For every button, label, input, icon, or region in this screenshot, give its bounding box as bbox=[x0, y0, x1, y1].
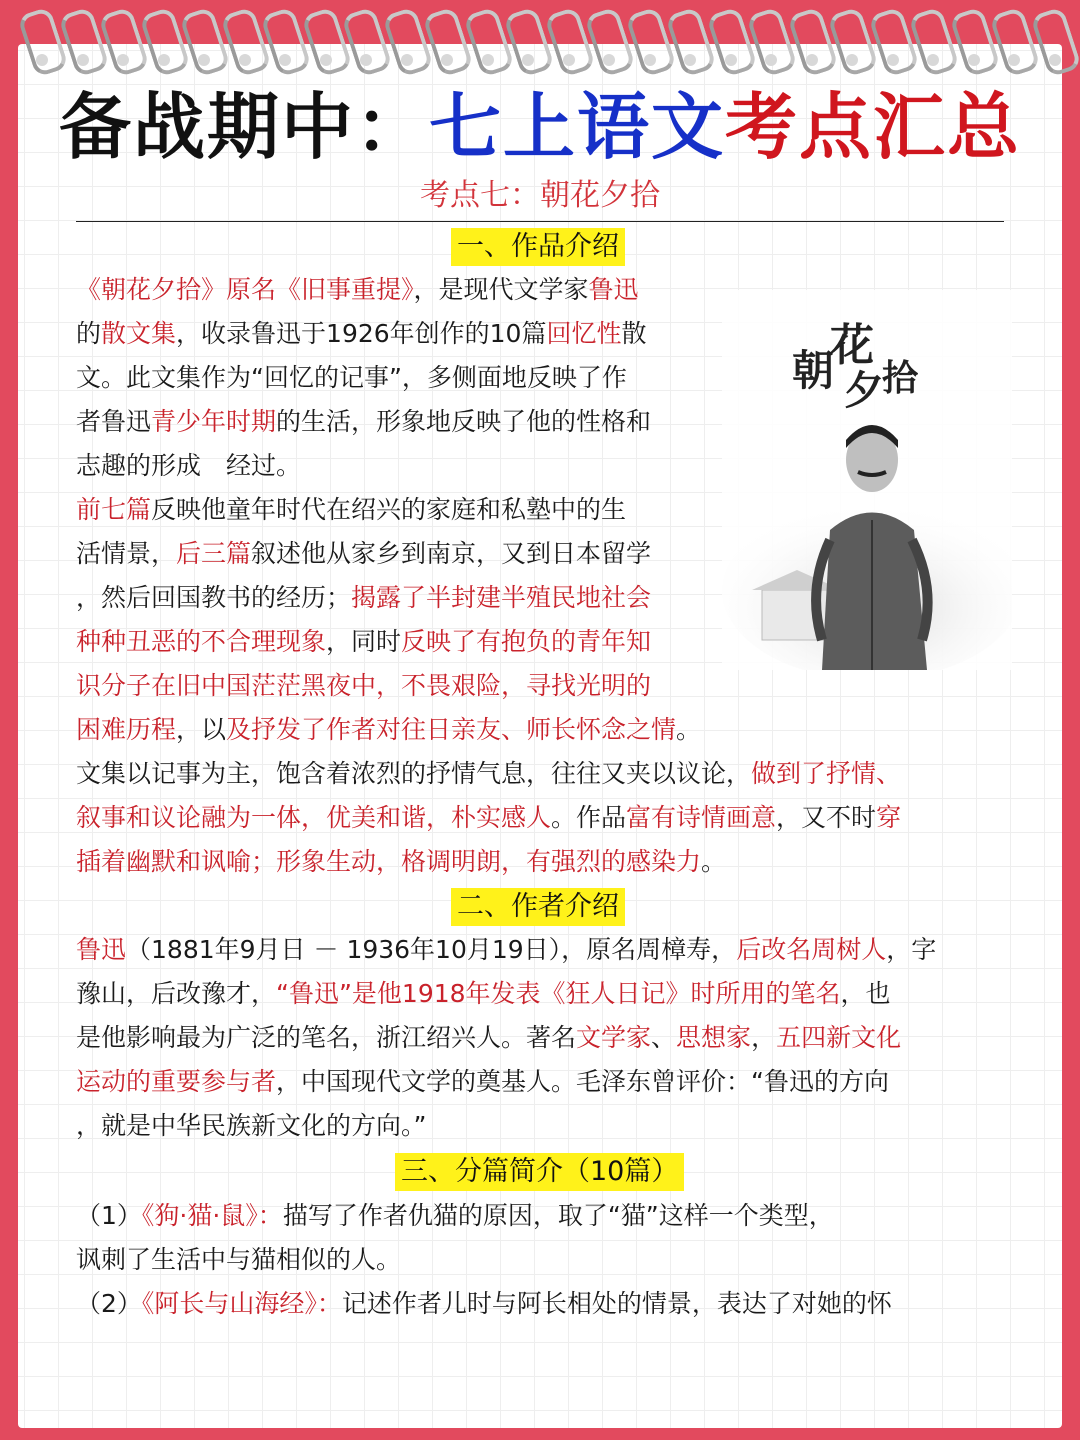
text-line bbox=[76, 1238, 892, 1282]
body-text: ，就是中华民族新文化的方向。” bbox=[76, 1111, 427, 1140]
highlight-text: 运动的重要参与者 bbox=[76, 1067, 277, 1096]
body-text: 志趣的形成 经过。 bbox=[76, 451, 302, 480]
body-text: ，然后回国教书的经历； bbox=[76, 583, 352, 612]
body-text: 文。此文集作为“回忆的记事”，多侧面地反映了作 bbox=[76, 363, 627, 392]
highlight-text: 后三篇 bbox=[176, 539, 252, 568]
binding-ring bbox=[179, 6, 231, 77]
page-subtitle: 考点七：朝花夕拾 bbox=[420, 178, 660, 213]
body-text: 。作品 bbox=[551, 803, 627, 832]
highlight-text: 《阿长与山海经》： bbox=[141, 1289, 342, 1318]
text-line bbox=[76, 1016, 936, 1060]
body-text: ，也 bbox=[840, 979, 891, 1008]
page-title bbox=[0, 82, 1080, 172]
binding-ring bbox=[422, 6, 474, 77]
highlight-text: 穿 bbox=[876, 803, 902, 832]
binding-ring bbox=[381, 6, 433, 77]
binding-ring bbox=[57, 6, 109, 77]
body-text: ，字 bbox=[886, 935, 937, 964]
binding-ring bbox=[543, 6, 595, 77]
highlight-text: 文学家 bbox=[576, 1023, 652, 1052]
binding-ring bbox=[746, 6, 798, 77]
text-line bbox=[76, 1104, 936, 1148]
highlight-text: “鲁迅”是他1918年发表《狂人日记》时所用的笔名 bbox=[276, 979, 841, 1008]
binding-ring bbox=[786, 6, 838, 77]
text-line bbox=[76, 664, 901, 708]
body-text: ，收录鲁迅于1926年创作的10篇 bbox=[176, 319, 547, 348]
binding-ring bbox=[98, 6, 150, 77]
illustration-caption-4: 拾 bbox=[882, 357, 919, 399]
highlight-text: 及抒发了作者对往日亲友、师长怀念之情 bbox=[226, 715, 677, 744]
body-text: （1881年9月日 － 1936年10月19日），原名周樟寿， bbox=[126, 935, 737, 964]
binding-ring bbox=[948, 6, 1000, 77]
highlight-text: 插着幽默和讽喻；形象生动，格调明朗，有强烈的感染力 bbox=[76, 847, 702, 876]
binding-ring bbox=[300, 6, 352, 77]
body-text: 记述作者儿时与阿长相处的情景，表达了对她的怀 bbox=[341, 1289, 892, 1318]
section-heading-author: 二、作者介绍 bbox=[451, 888, 625, 926]
highlight-text: 青少年时期 bbox=[151, 407, 277, 436]
text-line bbox=[76, 796, 901, 840]
body-text: ，同时 bbox=[326, 627, 402, 656]
binding-ring bbox=[219, 6, 271, 77]
illustration-caption-1: 朝 bbox=[792, 346, 835, 395]
divider bbox=[76, 221, 1004, 222]
text-line bbox=[76, 752, 901, 796]
binding-ring bbox=[827, 6, 879, 77]
binding-ring bbox=[989, 6, 1041, 77]
title-part-3: 考点汇总 bbox=[725, 84, 1022, 169]
body-text: ，又不时 bbox=[776, 803, 877, 832]
section-author-text bbox=[76, 928, 936, 1148]
highlight-text: 识分子在旧中国茫茫黑夜中，不畏艰险，寻找光明的 bbox=[76, 671, 652, 700]
binding-ring bbox=[462, 6, 514, 77]
binding-ring bbox=[260, 6, 312, 77]
section-heading-chapters: 三、分篇简介（10篇） bbox=[395, 1153, 684, 1191]
body-text: ，以 bbox=[176, 715, 227, 744]
text-line bbox=[76, 928, 936, 972]
body-text: ，中国现代文学的奠基人。毛泽东曾评价：“鲁迅的方向 bbox=[276, 1067, 889, 1096]
illustration-caption-3: 夕 bbox=[844, 367, 884, 414]
binding-ring bbox=[908, 6, 960, 77]
binding-ring bbox=[1029, 6, 1080, 77]
highlight-text: 揭露了半封建半殖民地社会 bbox=[351, 583, 652, 612]
spiral-binding bbox=[0, 0, 1080, 80]
highlight-text: 种种丑恶的不合理现象 bbox=[76, 627, 327, 656]
highlight-text: 鲁迅 bbox=[588, 275, 639, 304]
highlight-text: 鲁迅 bbox=[76, 935, 127, 964]
body-text: 豫山，后改豫才， bbox=[76, 979, 277, 1008]
body-text: ， bbox=[751, 1023, 777, 1052]
body-text: 反映他童年时代在绍兴的家庭和私塾中的生 bbox=[151, 495, 627, 524]
title-part-2: 七上语文 bbox=[428, 84, 725, 169]
body-text: 讽刺了生活中与猫相似的人。 bbox=[76, 1245, 402, 1274]
section-heading-intro: 一、作品介绍 bbox=[451, 228, 625, 266]
body-text: 的生活，形象地反映了他的性格和 bbox=[276, 407, 652, 436]
highlight-text: 富有诗情画意 bbox=[626, 803, 777, 832]
text-line bbox=[76, 1060, 936, 1104]
text-line bbox=[76, 1282, 892, 1326]
highlight-text: 《狗·猫·鼠》： bbox=[141, 1201, 283, 1230]
body-text: 活情景， bbox=[76, 539, 177, 568]
body-text: 叙述他从家乡到南京，又到日本留学 bbox=[251, 539, 652, 568]
body-text: ，是现代文学家 bbox=[413, 275, 589, 304]
highlight-text: 反映了有抱负的青年知 bbox=[401, 627, 652, 656]
illustration-caption-2: 花 bbox=[830, 320, 874, 371]
body-text: 。 bbox=[701, 847, 727, 876]
binding-ring bbox=[138, 6, 190, 77]
binding-ring bbox=[624, 6, 676, 77]
highlight-text: 后改名周树人 bbox=[736, 935, 887, 964]
body-text: 描写了作者仇猫的原因，取了“猫”这样一个类型， bbox=[282, 1201, 834, 1230]
text-line bbox=[76, 840, 901, 884]
highlight-text: 回忆性 bbox=[546, 319, 622, 348]
title-part-1: 备战期中： bbox=[58, 84, 429, 169]
binding-ring bbox=[584, 6, 636, 77]
binding-ring bbox=[867, 6, 919, 77]
binding-ring bbox=[341, 6, 393, 77]
body-text: （2） bbox=[76, 1289, 142, 1318]
body-text: （1） bbox=[76, 1201, 142, 1230]
binding-ring bbox=[705, 6, 757, 77]
highlight-text: 《朝花夕拾》原名《旧事重提》 bbox=[76, 275, 414, 304]
binding-ring bbox=[503, 6, 555, 77]
body-text: 是他影响最为广泛的笔名，浙江绍兴人。著名 bbox=[76, 1023, 577, 1052]
body-text: 散 bbox=[621, 319, 647, 348]
binding-ring bbox=[665, 6, 717, 77]
text-line bbox=[76, 972, 936, 1016]
body-text: 文集以记事为主，饱含着浓烈的抒情气息，往往又夹以议论， bbox=[76, 759, 752, 788]
highlight-text: 前七篇 bbox=[76, 495, 152, 524]
body-text: 。 bbox=[676, 715, 702, 744]
highlight-text: 困难历程 bbox=[76, 715, 177, 744]
highlight-text: 做到了抒情、 bbox=[751, 759, 902, 788]
body-text: 的 bbox=[76, 319, 102, 348]
body-text: 者鲁迅 bbox=[76, 407, 152, 436]
section-chapters-text bbox=[76, 1194, 892, 1326]
highlight-text: 思想家 bbox=[676, 1023, 752, 1052]
text-line bbox=[76, 708, 901, 752]
highlight-text: 叙事和议论融为一体，优美和谐，朴实感人 bbox=[76, 803, 552, 832]
body-text: 、 bbox=[651, 1023, 677, 1052]
binding-ring bbox=[17, 6, 69, 77]
highlight-text: 散文集 bbox=[101, 319, 177, 348]
text-line bbox=[76, 1194, 892, 1238]
lu-xun-illustration bbox=[722, 290, 1012, 670]
highlight-text: 五四新文化 bbox=[776, 1023, 902, 1052]
